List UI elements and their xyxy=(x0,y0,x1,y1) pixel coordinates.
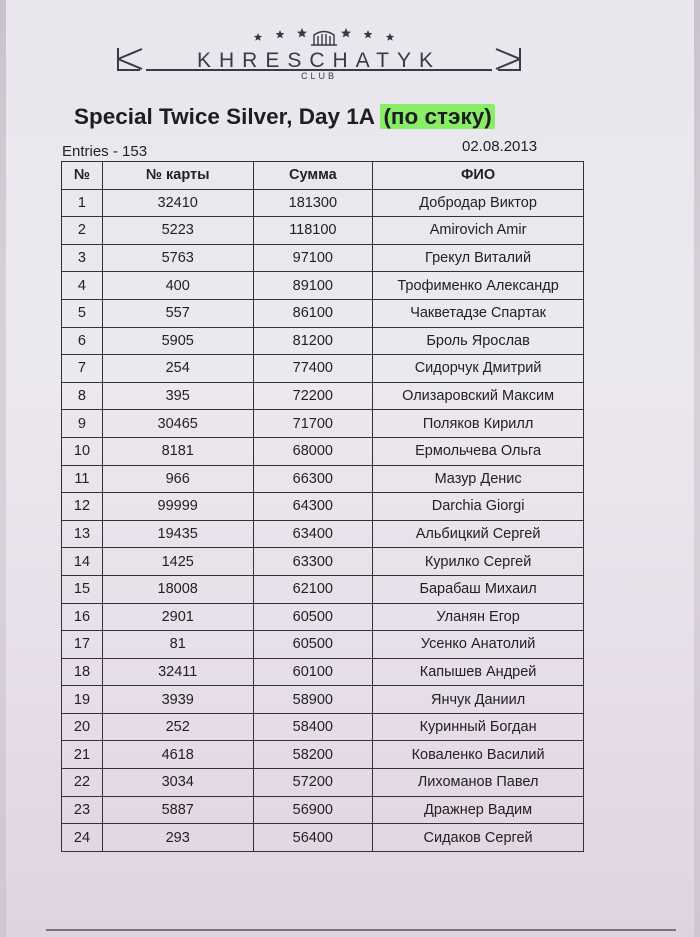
cell-card-number: 8181 xyxy=(102,437,253,465)
cell-name: Добродар Виктор xyxy=(373,189,584,217)
cell-name: Трофименко Александр xyxy=(373,272,584,300)
table-row xyxy=(62,631,584,659)
cell-rank: 8 xyxy=(62,382,103,410)
cell-amount: 181300 xyxy=(253,189,373,217)
title-main: Special Twice Silver, Day 1A xyxy=(74,104,375,129)
entries-count: Entries - 153 xyxy=(62,143,148,160)
cell-name: Коваленко Василий xyxy=(373,741,584,769)
cell-name: Чакветадзе Спартак xyxy=(373,299,584,327)
table-row xyxy=(62,658,584,686)
cell-name: Янчук Даниил xyxy=(373,686,584,714)
cell-rank: 9 xyxy=(62,410,103,438)
title-highlight: (по стэку) xyxy=(380,104,494,129)
cell-rank: 11 xyxy=(62,465,103,493)
cell-card-number: 400 xyxy=(102,272,253,300)
cell-card-number: 81 xyxy=(102,631,253,659)
cell-name: Уланян Егор xyxy=(373,603,584,631)
cell-rank: 12 xyxy=(62,493,103,521)
cell-card-number: 5763 xyxy=(102,244,253,272)
cell-rank: 14 xyxy=(62,548,103,576)
cell-amount: 63400 xyxy=(253,520,373,548)
cell-card-number: 99999 xyxy=(102,493,253,521)
cell-card-number: 3939 xyxy=(102,686,253,714)
table-row xyxy=(62,575,584,603)
header-amount: Сумма xyxy=(253,162,373,190)
table-row xyxy=(62,217,584,245)
cell-rank: 15 xyxy=(62,575,103,603)
cell-name: Мазур Денис xyxy=(373,465,584,493)
cell-amount: 66300 xyxy=(253,465,373,493)
cell-amount: 97100 xyxy=(253,244,373,272)
cell-card-number: 19435 xyxy=(102,520,253,548)
cell-amount: 60500 xyxy=(253,603,373,631)
cell-amount: 58900 xyxy=(253,686,373,714)
table-row xyxy=(62,824,584,852)
cell-amount: 118100 xyxy=(253,217,373,245)
cell-rank: 5 xyxy=(62,299,103,327)
cell-amount: 68000 xyxy=(253,437,373,465)
cell-amount: 71700 xyxy=(253,410,373,438)
table-row xyxy=(62,382,584,410)
building-icon xyxy=(311,32,337,46)
cell-name: Дражнер Вадим xyxy=(373,796,584,824)
cell-name: Поляков Кирилл xyxy=(373,410,584,438)
event-date: 02.08.2013 xyxy=(462,138,538,155)
cell-card-number: 5223 xyxy=(102,217,253,245)
club-logo xyxy=(114,18,524,80)
table-row xyxy=(62,437,584,465)
cell-card-number: 18008 xyxy=(102,575,253,603)
table-row xyxy=(62,796,584,824)
cell-name: Amirovich Amir xyxy=(373,217,584,245)
paper-sheet xyxy=(6,0,694,937)
cell-amount: 56900 xyxy=(253,796,373,824)
table-row xyxy=(62,686,584,714)
cell-card-number: 293 xyxy=(102,824,253,852)
cell-amount: 60100 xyxy=(253,658,373,686)
table-body xyxy=(62,189,584,851)
cell-card-number: 32410 xyxy=(102,189,253,217)
table-row xyxy=(62,741,584,769)
cell-rank: 16 xyxy=(62,603,103,631)
table-row xyxy=(62,769,584,797)
cell-rank: 2 xyxy=(62,217,103,245)
cell-card-number: 5887 xyxy=(102,796,253,824)
table-row xyxy=(62,520,584,548)
table-row xyxy=(62,244,584,272)
cell-rank: 17 xyxy=(62,631,103,659)
cell-rank: 7 xyxy=(62,355,103,383)
cell-card-number: 2901 xyxy=(102,603,253,631)
club-logo-graphic xyxy=(114,18,524,80)
header-name: ФИО xyxy=(373,162,584,190)
table-row xyxy=(62,355,584,383)
table-row xyxy=(62,299,584,327)
results-table xyxy=(61,161,584,852)
cell-name: Darchia Giorgi xyxy=(373,493,584,521)
cell-name: Сидаков Сергей xyxy=(373,824,584,852)
cell-card-number: 395 xyxy=(102,382,253,410)
cell-rank: 13 xyxy=(62,520,103,548)
header-rank: № xyxy=(62,162,103,190)
cell-name: Усенко Анатолий xyxy=(373,631,584,659)
cell-card-number: 557 xyxy=(102,299,253,327)
table-row xyxy=(62,465,584,493)
cell-card-number: 1425 xyxy=(102,548,253,576)
table-row xyxy=(62,189,584,217)
cell-rank: 1 xyxy=(62,189,103,217)
cell-card-number: 5905 xyxy=(102,327,253,355)
cell-name: Олизаровский Максим xyxy=(373,382,584,410)
cell-amount: 62100 xyxy=(253,575,373,603)
cell-amount: 89100 xyxy=(253,272,373,300)
table-row xyxy=(62,603,584,631)
cell-card-number: 4618 xyxy=(102,741,253,769)
cell-amount: 58400 xyxy=(253,713,373,741)
table-row xyxy=(62,272,584,300)
cell-rank: 18 xyxy=(62,658,103,686)
cell-name: Барабаш Михаил xyxy=(373,575,584,603)
table-row xyxy=(62,493,584,521)
table-row xyxy=(62,410,584,438)
cell-amount: 60500 xyxy=(253,631,373,659)
logo-sub-text: CLUB xyxy=(300,71,338,80)
cell-amount: 81200 xyxy=(253,327,373,355)
cell-amount: 57200 xyxy=(253,769,373,797)
cell-amount: 58200 xyxy=(253,741,373,769)
cell-name: Броль Ярослав xyxy=(373,327,584,355)
table-row xyxy=(62,327,584,355)
cell-rank: 20 xyxy=(62,713,103,741)
cell-card-number: 32411 xyxy=(102,658,253,686)
header-card-number: № карты xyxy=(102,162,253,190)
cell-rank: 21 xyxy=(62,741,103,769)
cell-amount: 86100 xyxy=(253,299,373,327)
cell-amount: 56400 xyxy=(253,824,373,852)
cell-name: Грекул Виталий xyxy=(373,244,584,272)
cell-amount: 72200 xyxy=(253,382,373,410)
cell-rank: 23 xyxy=(62,796,103,824)
star-icon xyxy=(254,28,394,41)
cell-name: Курилко Сергей xyxy=(373,548,584,576)
cell-name: Альбицкий Сергей xyxy=(373,520,584,548)
cell-name: Сидорчук Дмитрий xyxy=(373,355,584,383)
cell-card-number: 252 xyxy=(102,713,253,741)
logo-brand-text: KHRESCHATYK xyxy=(197,49,441,72)
cell-rank: 22 xyxy=(62,769,103,797)
cell-card-number: 966 xyxy=(102,465,253,493)
cell-rank: 19 xyxy=(62,686,103,714)
page-title xyxy=(74,104,634,130)
bottom-rule xyxy=(46,929,676,931)
table-row xyxy=(62,713,584,741)
cell-rank: 24 xyxy=(62,824,103,852)
cell-name: Капышев Андрей xyxy=(373,658,584,686)
cell-rank: 3 xyxy=(62,244,103,272)
cell-rank: 4 xyxy=(62,272,103,300)
cell-card-number: 30465 xyxy=(102,410,253,438)
cell-amount: 77400 xyxy=(253,355,373,383)
table-header-row xyxy=(62,162,584,190)
cell-rank: 10 xyxy=(62,437,103,465)
cell-name: Лихоманов Павел xyxy=(373,769,584,797)
cell-rank: 6 xyxy=(62,327,103,355)
cell-amount: 63300 xyxy=(253,548,373,576)
cell-name: Куринный Богдан xyxy=(373,713,584,741)
table-row xyxy=(62,548,584,576)
cell-amount: 64300 xyxy=(253,493,373,521)
cell-card-number: 254 xyxy=(102,355,253,383)
cell-card-number: 3034 xyxy=(102,769,253,797)
cell-name: Ермольчева Ольга xyxy=(373,437,584,465)
